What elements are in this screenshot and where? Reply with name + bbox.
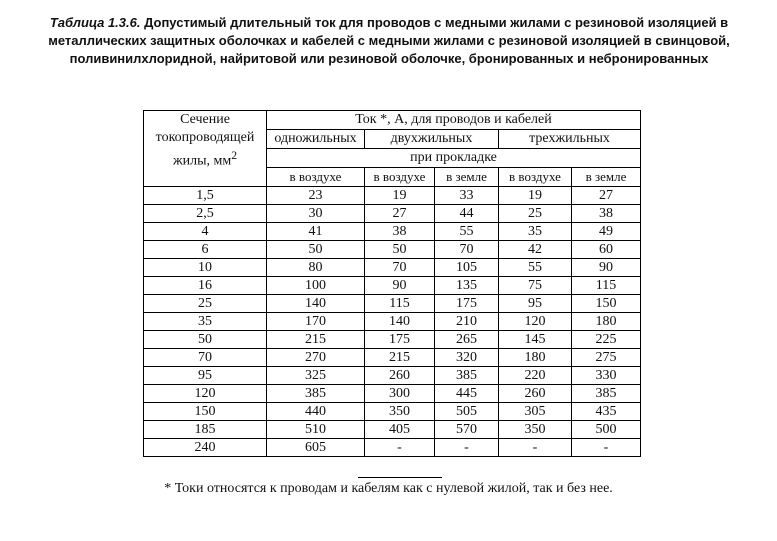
section-cell: 185 <box>144 421 267 439</box>
current-cell: 445 <box>435 385 499 403</box>
current-cell: 260 <box>499 385 572 403</box>
current-cell: 30 <box>267 205 365 223</box>
current-cell: - <box>499 439 572 457</box>
current-cell: 140 <box>267 295 365 313</box>
current-cell: 175 <box>435 295 499 313</box>
current-cell: 140 <box>365 313 435 331</box>
current-cell: 75 <box>499 277 572 295</box>
table-row <box>144 295 641 313</box>
section-cell: 25 <box>144 295 267 313</box>
table-row <box>144 349 641 367</box>
section-header-sup: 2 <box>231 149 238 162</box>
current-cell: 500 <box>572 421 641 439</box>
table-caption <box>30 14 748 68</box>
current-cell: - <box>572 439 641 457</box>
group-header: трехжильных <box>499 130 641 149</box>
current-cell: 50 <box>267 241 365 259</box>
current-cell: 325 <box>267 367 365 385</box>
current-cell: 115 <box>365 295 435 313</box>
current-cell: 385 <box>267 385 365 403</box>
current-cell: 320 <box>435 349 499 367</box>
current-cell: 605 <box>267 439 365 457</box>
section-header-unit: жилы, мм <box>172 153 232 169</box>
current-cell: 510 <box>267 421 365 439</box>
section-cell: 10 <box>144 259 267 277</box>
current-cell: 300 <box>365 385 435 403</box>
current-cell: 105 <box>435 259 499 277</box>
current-cell: 80 <box>267 259 365 277</box>
table-caption-label: Таблица 1.3.6. <box>49 15 141 30</box>
current-cell: 90 <box>572 259 641 277</box>
current-cell: - <box>365 439 435 457</box>
section-cell: 35 <box>144 313 267 331</box>
table-row <box>144 187 641 205</box>
current-cell: 27 <box>365 205 435 223</box>
current-cell: 55 <box>499 259 572 277</box>
section-cell: 70 <box>144 349 267 367</box>
section-cell: 6 <box>144 241 267 259</box>
section-cell: 16 <box>144 277 267 295</box>
current-cell: 350 <box>499 421 572 439</box>
current-cell: 90 <box>365 277 435 295</box>
table-row <box>144 241 641 259</box>
current-cell: 220 <box>499 367 572 385</box>
section-cell: 120 <box>144 385 267 403</box>
current-cell: 225 <box>572 331 641 349</box>
current-cell: 385 <box>572 385 641 403</box>
current-cell: 70 <box>365 259 435 277</box>
current-cell: 215 <box>365 349 435 367</box>
table-row <box>144 421 641 439</box>
section-cell: 150 <box>144 403 267 421</box>
sub-header: в земле <box>572 168 641 187</box>
current-cell: 100 <box>267 277 365 295</box>
current-cell: 19 <box>499 187 572 205</box>
section-cell: 50 <box>144 331 267 349</box>
section-cell: 240 <box>144 439 267 457</box>
group-header: одножильных <box>267 130 365 149</box>
current-cell: 440 <box>267 403 365 421</box>
current-cell: 275 <box>572 349 641 367</box>
current-cell: 215 <box>267 331 365 349</box>
sub-header: в воздухе <box>267 168 365 187</box>
current-cell: 55 <box>435 223 499 241</box>
current-table <box>143 110 641 457</box>
table-row <box>144 331 641 349</box>
current-cell: 115 <box>572 277 641 295</box>
current-cell: 385 <box>435 367 499 385</box>
section-cell: 1,5 <box>144 187 267 205</box>
table-row <box>144 439 641 457</box>
current-cell: 42 <box>499 241 572 259</box>
current-cell: 35 <box>499 223 572 241</box>
table-row <box>144 313 641 331</box>
table-row <box>144 403 641 421</box>
current-cell: 150 <box>572 295 641 313</box>
current-cell: 49 <box>572 223 641 241</box>
current-cell: 70 <box>435 241 499 259</box>
current-header: Ток *, А, для проводов и кабелей <box>267 111 641 130</box>
current-cell: 170 <box>267 313 365 331</box>
current-cell: 180 <box>499 349 572 367</box>
current-cell: 350 <box>365 403 435 421</box>
current-cell: 135 <box>435 277 499 295</box>
table-row <box>144 385 641 403</box>
footnote-separator <box>358 477 442 478</box>
section-header-line: Сечение <box>180 112 230 127</box>
current-cell: 38 <box>365 223 435 241</box>
section-cell: 4 <box>144 223 267 241</box>
current-cell: 27 <box>572 187 641 205</box>
current-cell: 260 <box>365 367 435 385</box>
current-cell: 435 <box>572 403 641 421</box>
table-row <box>144 367 641 385</box>
current-cell: 33 <box>435 187 499 205</box>
current-cell: 180 <box>572 313 641 331</box>
current-cell: - <box>435 439 499 457</box>
footnote: * Токи относятся к проводам и кабелям как с нулевой жилой, так и без нее. <box>164 481 613 496</box>
current-cell: 270 <box>267 349 365 367</box>
table-row <box>144 259 641 277</box>
current-cell: 330 <box>572 367 641 385</box>
laying-header: при прокладке <box>267 149 641 168</box>
current-cell: 210 <box>435 313 499 331</box>
current-cell: 570 <box>435 421 499 439</box>
current-cell: 95 <box>499 295 572 313</box>
group-header: двухжильных <box>365 130 499 149</box>
current-cell: 405 <box>365 421 435 439</box>
current-cell: 60 <box>572 241 641 259</box>
current-cell: 44 <box>435 205 499 223</box>
sub-header: в воздухе <box>365 168 435 187</box>
current-cell: 265 <box>435 331 499 349</box>
current-cell: 120 <box>499 313 572 331</box>
section-header-line: токопроводящей <box>155 130 255 145</box>
table-row <box>144 205 641 223</box>
current-cell: 38 <box>572 205 641 223</box>
section-header-line <box>144 147 266 171</box>
current-cell: 50 <box>365 241 435 259</box>
section-cell: 95 <box>144 367 267 385</box>
current-cell: 23 <box>267 187 365 205</box>
current-cell: 505 <box>435 403 499 421</box>
sub-header: в земле <box>435 168 499 187</box>
section-header <box>144 111 267 187</box>
current-cell: 145 <box>499 331 572 349</box>
table-row <box>144 223 641 241</box>
current-cell: 41 <box>267 223 365 241</box>
sub-header: в воздухе <box>499 168 572 187</box>
current-cell: 19 <box>365 187 435 205</box>
section-cell: 2,5 <box>144 205 267 223</box>
current-cell: 305 <box>499 403 572 421</box>
current-cell: 25 <box>499 205 572 223</box>
table-caption-text: Допустимый длительный ток для проводов с медными жилами с резиновой изоляцией в металлических защитных оболочках и кабелей с медными жилами с резиновой изоляцией в свинцовой, поливинилхлоридной, найритовой или резиновой оболочке, бронированных и небронированных <box>48 15 730 66</box>
table-row <box>144 277 641 295</box>
current-cell: 175 <box>365 331 435 349</box>
